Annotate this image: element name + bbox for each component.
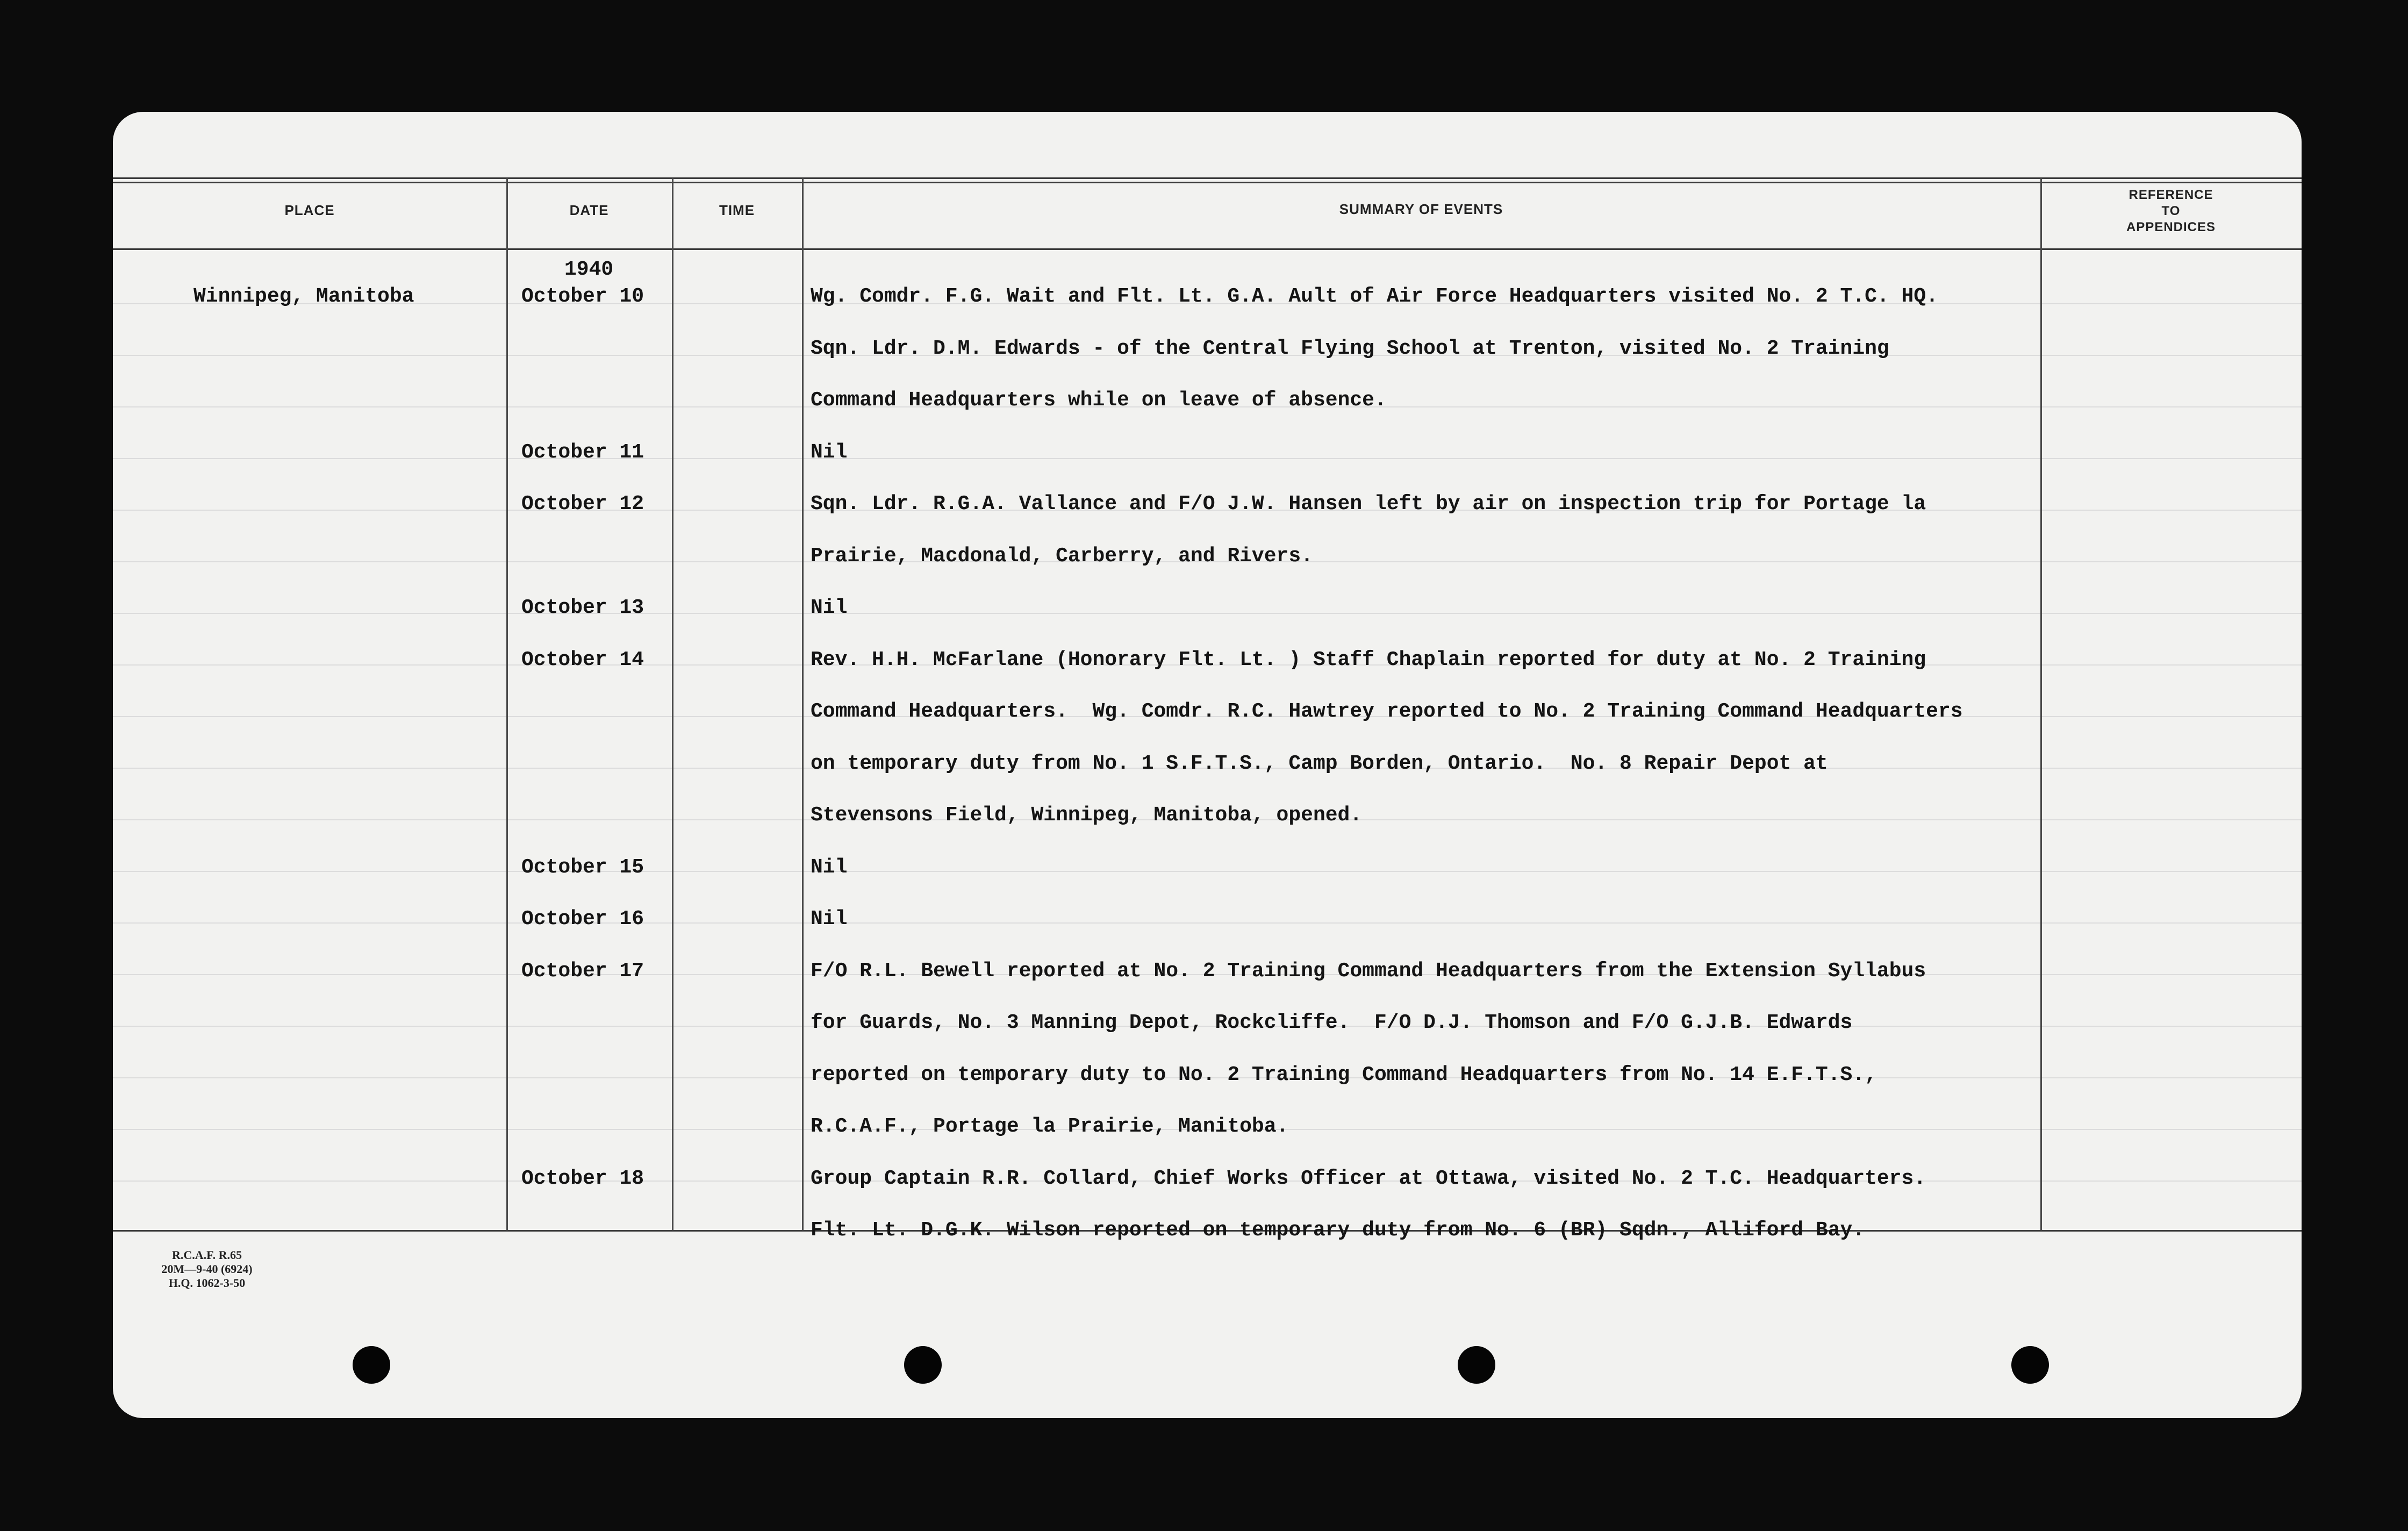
header-reference xyxy=(2040,187,2302,235)
ruled-line xyxy=(113,871,2302,872)
header-reference-line: TO xyxy=(2161,204,2181,218)
entry-line: Nil xyxy=(811,907,848,931)
header-reference-line: REFERENCE xyxy=(2128,188,2213,202)
header-date: DATE xyxy=(569,202,609,218)
entry-line: Nil xyxy=(811,440,848,464)
entry-line: reported on temporary duty to No. 2 Training Command Headquarters from No. 14 E.F.T.S., xyxy=(811,1063,1877,1086)
binder-hole xyxy=(353,1346,390,1384)
entry-date: October 14 xyxy=(521,648,644,671)
place: Winnipeg, Manitoba xyxy=(194,285,414,308)
entry-date: October 18 xyxy=(521,1167,644,1190)
form-id xyxy=(145,1248,269,1290)
binder-hole xyxy=(2011,1346,2049,1384)
entry-line: F/O R.L. Bewell reported at No. 2 Training Command Headquarters from the Extension Syllabus xyxy=(811,959,1926,983)
entry-date: October 15 xyxy=(521,855,644,879)
header-top-rule-2 xyxy=(113,182,2302,183)
entry-date: October 16 xyxy=(521,907,644,931)
header-top-rule xyxy=(113,177,2302,179)
entry-date: October 10 xyxy=(521,285,644,308)
entry-date: October 13 xyxy=(521,596,644,619)
form-id-line: R.C.A.F. R.65 xyxy=(172,1248,242,1262)
col-divider-date xyxy=(672,178,673,1230)
year: 1940 xyxy=(564,258,614,281)
entry-line: Nil xyxy=(811,596,848,619)
col-divider-summary xyxy=(2040,178,2042,1230)
header-time: TIME xyxy=(719,202,755,218)
entry-line: Flt. Lt. D.G.K. Wilson reported on temporary duty from No. 6 (BR) Sqdn., Alliford Bay. xyxy=(811,1219,1865,1242)
header-reference-line: APPENDICES xyxy=(2126,220,2216,234)
entry-line: R.C.A.F., Portage la Prairie, Manitoba. xyxy=(811,1115,1289,1138)
entry-line: Nil xyxy=(811,855,848,879)
binder-hole xyxy=(1458,1346,1495,1384)
entry-line: Group Captain R.R. Collard, Chief Works Officer at Ottawa, visited No. 2 T.C. Headquarters. xyxy=(811,1167,1926,1190)
header-place: PLACE xyxy=(284,202,335,218)
entry-line: on temporary duty from No. 1 S.F.T.S., Camp Borden, Ontario. No. 8 Repair Depot at xyxy=(811,752,1828,775)
entry-line: Wg. Comdr. F.G. Wait and Flt. Lt. G.A. Ault of Air Force Headquarters visited No. 2 T.C. HQ. xyxy=(811,285,1938,308)
entry-line: Sqn. Ldr. D.M. Edwards - of the Central Flying School at Trenton, visited No. 2 Training xyxy=(811,337,1889,360)
entry-line: Stevensons Field, Winnipeg, Manitoba, opened. xyxy=(811,804,1363,827)
diary-card xyxy=(113,112,2302,1418)
form-id-line: 20M—9-40 (6924) xyxy=(161,1262,253,1276)
ruled-line xyxy=(113,458,2302,459)
header-bottom-rule xyxy=(113,248,2302,250)
col-divider-time xyxy=(802,178,804,1230)
entry-line: Command Headquarters while on leave of absence. xyxy=(811,389,1387,412)
form-id-line: H.Q. 1062-3-50 xyxy=(168,1276,246,1290)
header-summary: SUMMARY OF EVENTS xyxy=(1339,201,1503,217)
entry-date: October 12 xyxy=(521,492,644,516)
col-divider-place xyxy=(506,178,508,1230)
entry-date: October 17 xyxy=(521,959,644,983)
ruled-line xyxy=(113,613,2302,614)
entry-line: Command Headquarters. Wg. Comdr. R.C. Hawtrey reported to No. 2 Training Command Headquarters xyxy=(811,700,1963,723)
entry-line: Sqn. Ldr. R.G.A. Vallance and F/O J.W. Hansen left by air on inspection trip for Portage la xyxy=(811,492,1926,516)
entry-date: October 11 xyxy=(521,440,644,464)
entry-line: Rev. H.H. McFarlane (Honorary Flt. Lt. ) Staff Chaplain reported for duty at No. 2 Training xyxy=(811,648,1926,671)
binder-hole xyxy=(904,1346,942,1384)
ruled-line xyxy=(113,922,2302,924)
entry-line: Prairie, Macdonald, Carberry, and Rivers. xyxy=(811,544,1313,568)
entry-line: for Guards, No. 3 Manning Depot, Rockcliffe. F/O D.J. Thomson and F/O G.J.B. Edwards xyxy=(811,1011,1853,1034)
